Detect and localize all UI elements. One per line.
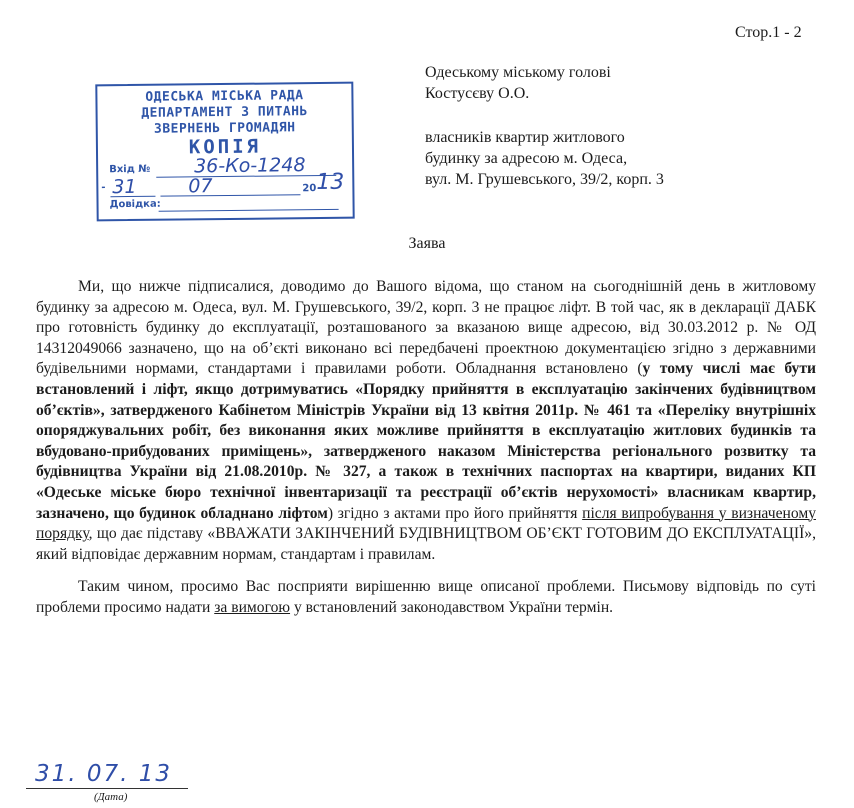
paragraph <box>36 277 816 565</box>
stamp-rule <box>159 209 339 212</box>
document-title: Заява <box>408 235 446 252</box>
paragraph <box>36 577 816 618</box>
text-run: , що дає підставу «ВВАЖАТИ ЗАКІНЧЕНИЙ БУДІВНИЦТВОМ ОБ’ЄКТ ГОТОВИМ ДО ЕКСПЛУАТАЦІЇ», який відповідає державним нормам, стандартам і правилам. <box>36 525 816 563</box>
text-run: Ми, що нижче підписалися, доводимо до Вашого відома, що станом на сьогоднішній день в житловому будинку за адресою м. Одеса, вул. М. Грушевського, 39/2, корп. 3 не працює ліфт. В той час, як в декларації ДАБК про готовність будинку до експлуатації, розташованого за вказаною вище адресою, від 30.03.2012 р. № ОД 14312049066 зазначено, що на об’єкті виконано всі передбачені проектною документацією згідно з державними будівельними нормами, стандартами і правилами роботи. Обладнання встановлено ( <box>36 278 816 378</box>
page-number: Стор.1 - 2 <box>735 24 802 41</box>
stamp-year-prefix: 20 <box>302 183 317 195</box>
stamp-year-suffix: 13 <box>316 169 345 196</box>
stamp-rule <box>160 194 300 196</box>
sender-line: будинку за адресою м. Одеса, <box>425 150 628 167</box>
addressee-title: Одеському міському голові <box>425 64 611 81</box>
text-run: у встановлений законодавством України термін. <box>290 598 614 616</box>
registration-stamp <box>95 82 354 222</box>
stamp-dash: - <box>101 182 106 194</box>
stamp-line: ЗВЕРНЕНЬ ГРОМАДЯН <box>153 120 296 137</box>
sender-line: власників квартир житлового <box>425 129 625 146</box>
handwritten-date: 31. 07. 13 <box>35 761 173 787</box>
stamp-copy-mark: КОПІЯ <box>188 135 262 159</box>
stamp-incoming-label: Вхід № <box>109 163 151 176</box>
date-label: (Дата) <box>94 791 128 803</box>
stamp-line: ОДЕСЬКА МІСЬКА РАДА <box>145 88 304 105</box>
statement-body <box>36 277 816 619</box>
text-run: ) згідно з актами про його прийняття <box>327 504 583 522</box>
underlined-text-run: за вимогою <box>214 598 291 616</box>
stamp-line: ДЕПАРТАМЕНТ З ПИТАНЬ <box>141 104 308 121</box>
stamp-date-day: 31 <box>112 175 137 199</box>
underlined-text-run: після випробування у визначеному порядку <box>36 504 816 543</box>
text-run: Таким чином, просимо Вас посприяти вирішенню вище описаної проблеми. Письмову відповідь по суті проблеми просимо надати <box>36 578 816 616</box>
stamp-incoming-number: 36-Ко-1248 <box>194 154 306 178</box>
addressee-block <box>425 62 611 104</box>
stamp-date-month: 07 <box>188 175 213 198</box>
addressee-name: Костусєву О.О. <box>425 85 530 102</box>
bold-text-run: у тому числі має бути встановлений і ліфт, якщо дотримуватись «Порядку прийняття в експлуатацію закінчених будівництвом об’єктів», затвердженого Кабінетом Міністрів України від 13 квітня 2011р. № 461 та «Переліку внутрішніх опоряджувальних робіт, без виконання яких можливе прийняття в експлуатацію житлових будинків та вбудовано-прибудованих приміщень», затвердженого наказом Міністерства регіонального розвитку та будівництва України від 21.08.2010р. № 327, а також в технічних паспортах на квартири, виданих КП «Одеське міське бюро технічної інвентаризації та реєстрації об’єктів нерухомості» власникам квартир, зазначено, що будинок обладнано ліфтом <box>36 360 816 522</box>
sender-block <box>425 127 664 190</box>
sender-line: вул. М. Грушевського, 39/2, корп. 3 <box>425 171 664 188</box>
date-underline <box>26 788 188 789</box>
stamp-note-label: Довідка: <box>109 198 161 211</box>
